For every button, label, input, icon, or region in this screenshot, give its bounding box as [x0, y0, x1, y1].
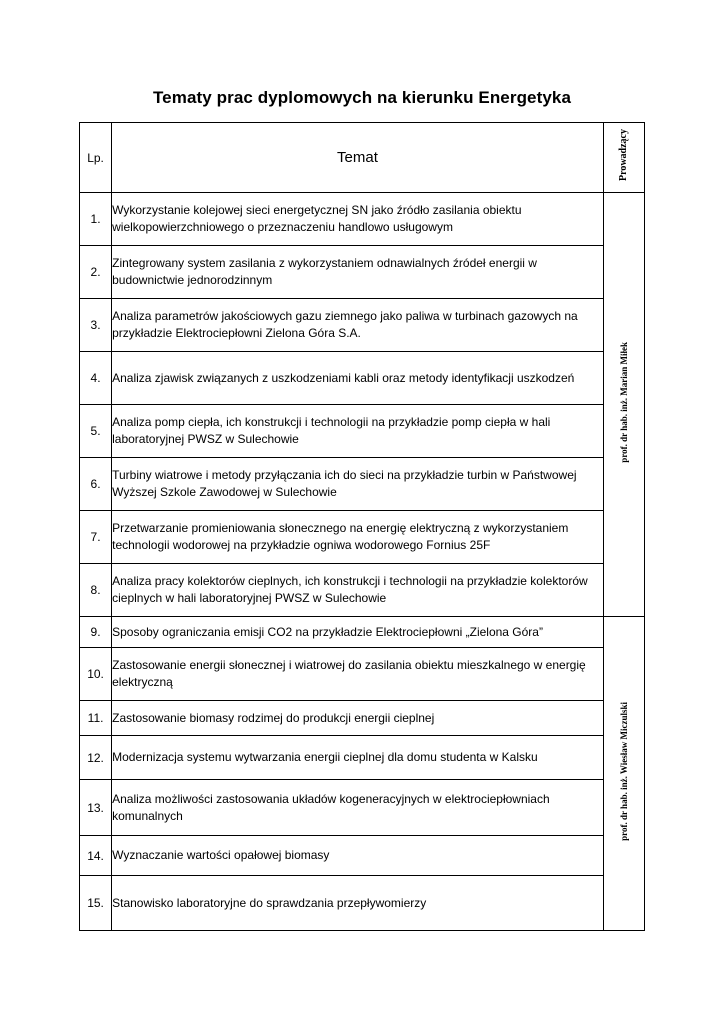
row-number: 1.: [80, 193, 112, 246]
table-row: [80, 458, 645, 511]
table-row: [80, 736, 645, 780]
row-topic: Analiza pracy kolektorów cieplnych, ich konstrukcji i technologii na przykładzie kolektorów cieplnych w hali laboratoryjnej PWSZ w Sulechowie: [112, 564, 604, 617]
row-number: 10.: [80, 648, 112, 701]
row-topic: Zastosowanie biomasy rodzimej do produkcji energii cieplnej: [112, 701, 604, 736]
table-row: [80, 836, 645, 876]
row-number: 6.: [80, 458, 112, 511]
table-row: [80, 405, 645, 458]
header-prowadzacy: [603, 123, 644, 193]
row-topic: Zastosowanie energii słonecznej i wiatrowej do zasilania obiektu mieszkalnego w energię elektryczną: [112, 648, 604, 701]
table-row: [80, 246, 645, 299]
header-temat: Temat: [112, 123, 604, 193]
page-title: Tematy prac dyplomowych na kierunku Energetyka: [152, 88, 572, 107]
row-number: 11.: [80, 701, 112, 736]
row-number: 14.: [80, 836, 112, 876]
row-number: 2.: [80, 246, 112, 299]
row-topic: Turbiny wiatrowe i metody przyłączania ich do sieci na przykładzie turbin w Państwowej Wyższej Szkole Zawodowej w Sulechowie: [112, 458, 604, 511]
row-topic: Sposoby ograniczania emisji CO2 na przykładzie Elektrociepłowni „Zielona Góra”: [112, 617, 604, 648]
table-row: [80, 193, 645, 246]
row-number: 4.: [80, 352, 112, 405]
row-topic: Modernizacja systemu wytwarzania energii cieplnej dla domu studenta w Kalsku: [112, 736, 604, 780]
row-topic: Analiza możliwości zastosowania układów kogeneracyjnych w elektrociepłowniach komunalnych: [112, 780, 604, 836]
row-number: 3.: [80, 299, 112, 352]
row-topic: Wykorzystanie kolejowej sieci energetycznej SN jako źródło zasilania obiektu wielkopowierzchniowego o przeznaczeniu handlowo usługowym: [112, 193, 604, 246]
table-header-row: [80, 123, 645, 193]
row-number: 9.: [80, 617, 112, 648]
header-prowadzacy-label: Prowadzący: [618, 128, 630, 182]
row-topic: Wyznaczanie wartości opałowej biomasy: [112, 836, 604, 876]
table-row: [80, 617, 645, 648]
row-topic: Analiza pomp ciepła, ich konstrukcji i technologii na przykładzie pomp ciepła w hali laboratoryjnej PWSZ w Sulechowie: [112, 405, 604, 458]
row-number: 15.: [80, 876, 112, 931]
topics-table: [79, 122, 645, 931]
row-topic: Stanowisko laboratoryjne do sprawdzania przepływomierzy: [112, 876, 604, 931]
table-row: [80, 511, 645, 564]
supervisor-cell-1: [603, 193, 644, 617]
row-topic: Analiza parametrów jakościowych gazu ziemnego jako paliwa w turbinach gazowych na przykładzie Elektrociepłowni Zielona Góra S.A.: [112, 299, 604, 352]
table-row: [80, 564, 645, 617]
row-number: 12.: [80, 736, 112, 780]
table-row: [80, 701, 645, 736]
table-row: [80, 299, 645, 352]
supervisor-cell-2: [603, 617, 644, 931]
supervisor-name: prof. dr hab. inż. Marian Miłek: [618, 341, 629, 463]
row-number: 8.: [80, 564, 112, 617]
table-row: [80, 648, 645, 701]
table-row: [80, 352, 645, 405]
header-lp: Lp.: [80, 123, 112, 193]
row-topic: Zintegrowany system zasilania z wykorzystaniem odnawialnych źródeł energii w budownictwie jednorodzinnym: [112, 246, 604, 299]
table-row: [80, 780, 645, 836]
row-number: 7.: [80, 511, 112, 564]
supervisor-name: prof. dr hab. inż. Wiesław Miczulski: [618, 701, 629, 841]
row-number: 13.: [80, 780, 112, 836]
table-row: [80, 876, 645, 931]
row-topic: Przetwarzanie promieniowania słonecznego na energię elektryczną z wykorzystaniem technologii wodorowej na przykładzie ogniwa wodorowego Fornius 25F: [112, 511, 604, 564]
row-topic: Analiza zjawisk związanych z uszkodzeniami kabli oraz metody identyfikacji uszkodzeń: [112, 352, 604, 405]
row-number: 5.: [80, 405, 112, 458]
